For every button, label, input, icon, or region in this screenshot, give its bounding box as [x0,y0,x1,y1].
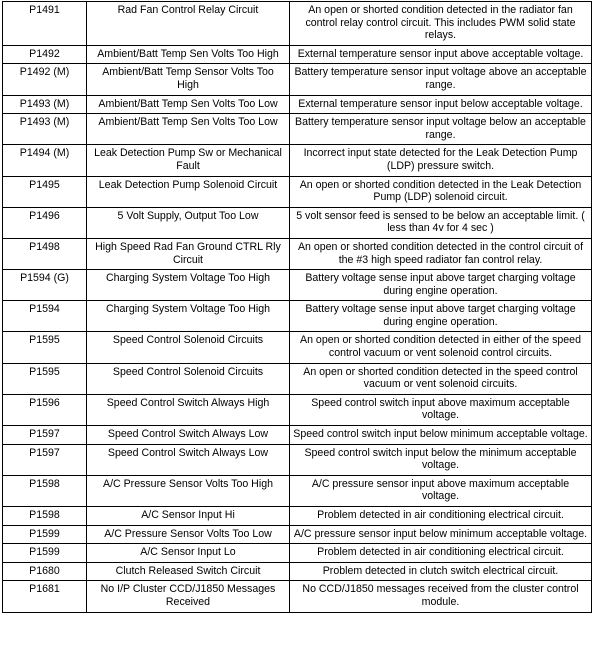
table-row [3,544,592,563]
table-row [3,525,592,544]
dtc-code: P1681 [3,581,87,612]
dtc-name: A/C Sensor Input Hi [87,507,290,526]
dtc-name: A/C Pressure Sensor Volts Too High [87,475,290,506]
dtc-description: Problem detected in air conditioning electrical circuit. [290,544,592,563]
dtc-description: An open or shorted condition detected in the Leak Detection Pump (LDP) solenoid circuit. [290,176,592,207]
table-row [3,64,592,95]
dtc-description: Incorrect input state detected for the Leak Detection Pump (LDP) pressure switch. [290,145,592,176]
dtc-code: P1493 (M) [3,95,87,114]
dtc-code: P1492 [3,45,87,64]
dtc-name: Charging System Voltage Too High [87,270,290,301]
table-row [3,145,592,176]
dtc-description: Battery voltage sense input above target charging voltage during engine operation. [290,270,592,301]
table-row [3,45,592,64]
dtc-name: Ambient/Batt Temp Sen Volts Too Low [87,114,290,145]
dtc-code: P1597 [3,444,87,475]
table-row [3,562,592,581]
dtc-code: P1680 [3,562,87,581]
dtc-code: P1596 [3,394,87,425]
dtc-name: Speed Control Solenoid Circuits [87,332,290,363]
dtc-name: Speed Control Switch Always High [87,394,290,425]
dtc-name: Leak Detection Pump Solenoid Circuit [87,176,290,207]
dtc-name: Ambient/Batt Temp Sensor Volts Too High [87,64,290,95]
dtc-name: Speed Control Switch Always Low [87,444,290,475]
dtc-description: Speed control switch input below the minimum acceptable voltage. [290,444,592,475]
dtc-table [2,1,592,613]
dtc-code: P1494 (M) [3,145,87,176]
dtc-code: P1493 (M) [3,114,87,145]
table-row [3,2,592,46]
table-row [3,270,592,301]
dtc-table-body [3,2,592,613]
dtc-name: A/C Pressure Sensor Volts Too Low [87,525,290,544]
table-row [3,207,592,238]
dtc-description: Speed control switch input below minimum acceptable voltage. [290,426,592,445]
dtc-description: A/C pressure sensor input above maximum acceptable voltage. [290,475,592,506]
dtc-code: P1491 [3,2,87,46]
dtc-description: An open or shorted condition detected in the radiator fan control relay control circuit. This includes PWM solid state relays. [290,2,592,46]
dtc-code: P1495 [3,176,87,207]
table-row [3,507,592,526]
dtc-name: Ambient/Batt Temp Sen Volts Too High [87,45,290,64]
dtc-name: 5 Volt Supply, Output Too Low [87,207,290,238]
dtc-name: Leak Detection Pump Sw or Mechanical Fault [87,145,290,176]
dtc-description: Problem detected in clutch switch electrical circuit. [290,562,592,581]
dtc-description: Battery temperature sensor input voltage below an acceptable range. [290,114,592,145]
table-row [3,444,592,475]
dtc-code: P1599 [3,525,87,544]
dtc-description: Problem detected in air conditioning electrical circuit. [290,507,592,526]
dtc-code: P1598 [3,507,87,526]
dtc-name: Charging System Voltage Too High [87,301,290,332]
dtc-description: An open or shorted condition detected in the speed control vacuum or vent solenoid circuits. [290,363,592,394]
dtc-description: No CCD/J1850 messages received from the cluster control module. [290,581,592,612]
table-row [3,394,592,425]
dtc-code: P1498 [3,238,87,269]
table-row [3,581,592,612]
dtc-code: P1594 (G) [3,270,87,301]
dtc-name: Speed Control Solenoid Circuits [87,363,290,394]
dtc-description: An open or shorted condition detected in either of the speed control vacuum or vent solenoid control circuits. [290,332,592,363]
dtc-description: An open or shorted condition detected in the control circuit of the #3 high speed radiator fan control relay. [290,238,592,269]
dtc-code: P1599 [3,544,87,563]
dtc-code: P1595 [3,332,87,363]
dtc-description: External temperature sensor input above acceptable voltage. [290,45,592,64]
dtc-description: A/C pressure sensor input below minimum acceptable voltage. [290,525,592,544]
dtc-description: Battery temperature sensor input voltage above an acceptable range. [290,64,592,95]
dtc-name: Ambient/Batt Temp Sen Volts Too Low [87,95,290,114]
dtc-name: Rad Fan Control Relay Circuit [87,2,290,46]
dtc-description: Battery voltage sense input above target charging voltage during engine operation. [290,301,592,332]
dtc-name: No I/P Cluster CCD/J1850 Messages Received [87,581,290,612]
dtc-name: Speed Control Switch Always Low [87,426,290,445]
table-row [3,475,592,506]
table-row [3,363,592,394]
table-row [3,332,592,363]
table-row [3,238,592,269]
dtc-name: Clutch Released Switch Circuit [87,562,290,581]
dtc-code: P1594 [3,301,87,332]
dtc-code: P1598 [3,475,87,506]
table-row [3,176,592,207]
dtc-description: Speed control switch input above maximum acceptable voltage. [290,394,592,425]
table-row [3,426,592,445]
dtc-name: High Speed Rad Fan Ground CTRL Rly Circuit [87,238,290,269]
dtc-code: P1492 (M) [3,64,87,95]
dtc-code: P1595 [3,363,87,394]
dtc-description: 5 volt sensor feed is sensed to be below an acceptable limit. ( less than 4v for 4 sec ) [290,207,592,238]
dtc-code: P1496 [3,207,87,238]
dtc-description: External temperature sensor input below acceptable voltage. [290,95,592,114]
table-row [3,301,592,332]
dtc-code: P1597 [3,426,87,445]
table-row [3,114,592,145]
table-row [3,95,592,114]
dtc-name: A/C Sensor Input Lo [87,544,290,563]
